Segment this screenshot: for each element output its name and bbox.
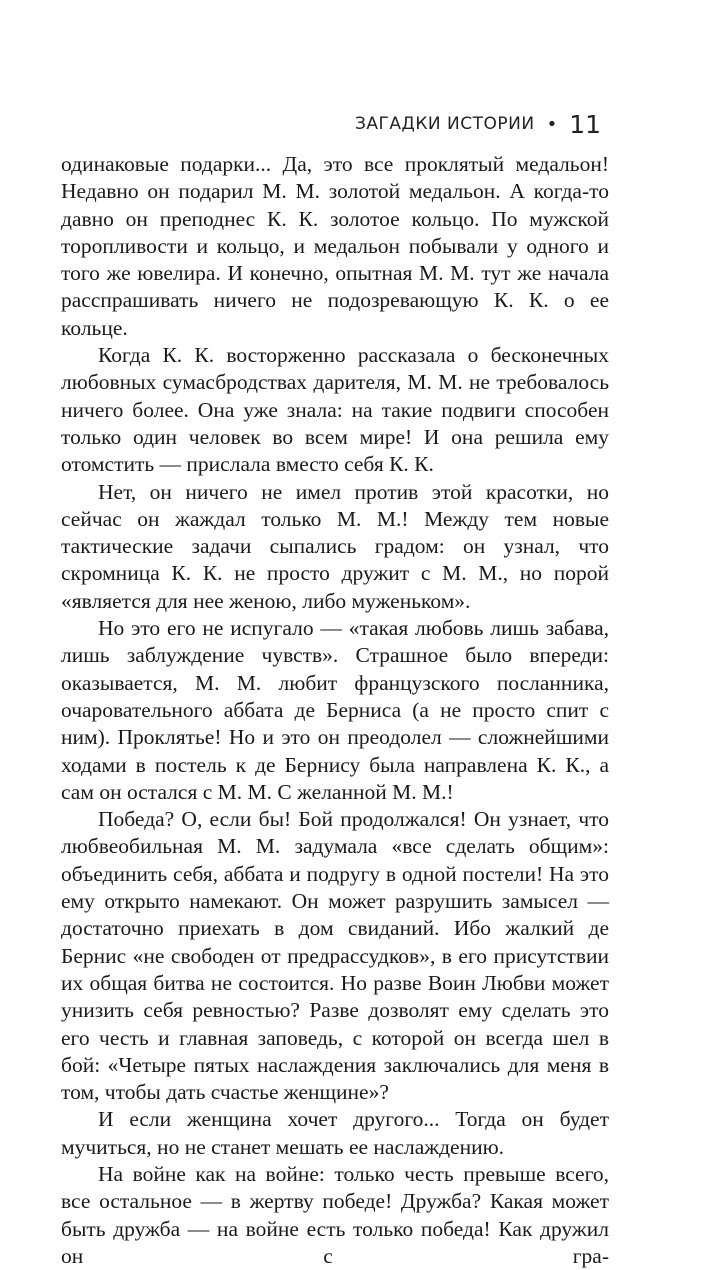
page-number: 11 [569,109,601,139]
body-text [61,151,609,1270]
bullet-separator: • [546,113,558,135]
paragraph-6: И если женщина хочет другого... Тогда он будет мучиться, но не станет мешать ее наслаждению. [61,1107,609,1159]
paragraph-5: Победа? О, если бы! Бой продолжался! Он узнает, что любвеобильная М. М. задумала «все сделать общим»: объединить себя, аббата и подругу в одной постели! На это ему открыто намекают. Он может разрушить замысел — достаточно приехать в дом свиданий. Ибо жалкий де Бернис «не свободен от предрассудков», в его присутствии их общая битва не состоится. Но разве Воин Любви может унизить себя ревностью? Разве дозволят ему сделать это его честь и главная заповедь, с которой он всегда шел в бой: «Четыре пятых наслаждения заключались для меня в том, чтобы дать счастье женщине»? [61,807,609,1105]
paragraph-2: Когда К. К. восторженно рассказала о бесконечных любовных сумасбродствах дарителя, М. М. не требовалось ничего более. Она уже знала: на такие подвиги способен только один человек во всем мире! И она решила ему отомстить — прислала вместо себя К. К. [61,343,609,477]
paragraph-1: одинаковые подарки... Да, это все проклятый медальон! Недавно он подарил М. М. золотой медальон. А когда-то давно он преподнес К. К. золотое кольцо. По мужской торопливости и кольцо, и медальон побывали у одного и того же ювелира. И конечно, опытная М. М. тут же начала расспрашивать ничего не подозревающую К. К. о ее кольце. [61,152,609,340]
running-head [355,108,601,140]
paragraph-4: Но это его не испугало — «такая любовь лишь забава, лишь заблуждение чувств». Страшное было впереди: оказывается, М. М. любит французского посланника, очаровательного аббата де Берниса (а не просто спит с ним). Проклятье! Но и это он преодолел — сложнейшими ходами в постель к де Бернису была направлена К. К., а сам он остался с М. М. С желанной М. М.! [61,616,609,804]
paragraph-3: Нет, он ничего не имел против этой красотки, но сейчас он жаждал только М. М.! Между тем новые тактические задачи сыпались градом: он узнал, что скромница К. К. не просто дружит с М. М., но порой «является для нее женою, либо муженьком». [61,479,609,613]
paragraph-7: На войне как на войне: только честь превыше всего, все остальное — в жертву победе! Дружба? Какая может быть дружба — на войне есть только победа! Как дружил он с гра- [61,1161,609,1268]
running-head-title: ЗАГАДКИ ИСТОРИИ [355,114,535,134]
